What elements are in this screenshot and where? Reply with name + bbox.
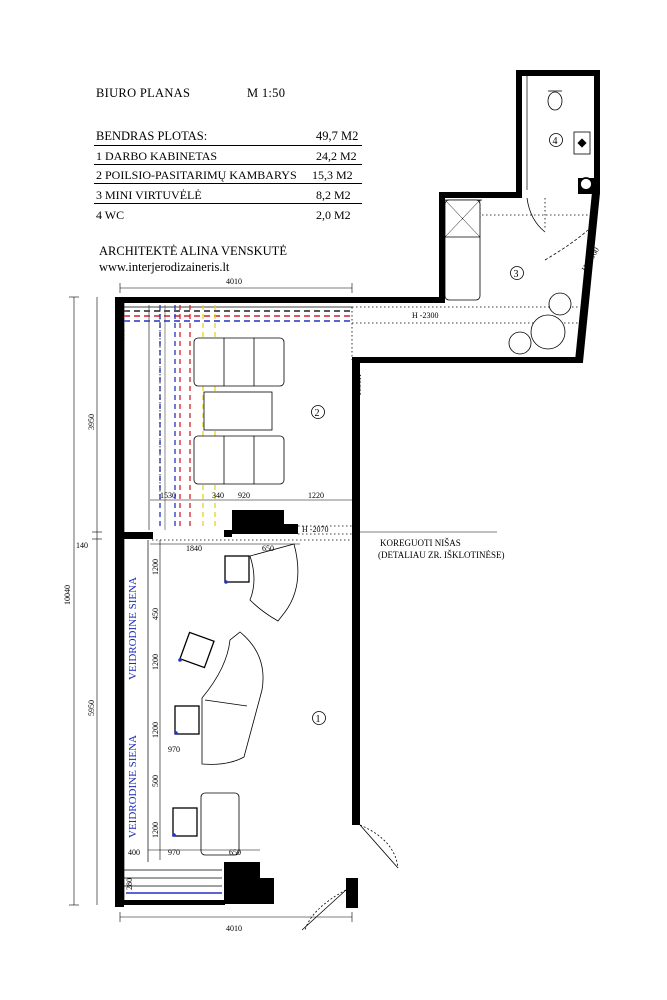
plan-scale: M 1:50 [247, 86, 286, 100]
area-row-name-2: 2 POILSIO-PASITARIMŲ KAMBARYS [96, 168, 297, 182]
area-row-value-2: 15,3 M2 [312, 168, 353, 182]
wall-partition-stub [224, 530, 232, 537]
walls [115, 70, 600, 908]
dim-col-4: 1200 [151, 722, 160, 738]
height-2300: H -2300 [412, 311, 439, 320]
area-row-name-1: 1 DARBO KABINETAS [96, 149, 218, 163]
dim-total-height: 10040 [63, 585, 72, 605]
height-2070: H -2070 [302, 525, 329, 534]
dim-970-a: 970 [168, 745, 180, 754]
dim-room2-height: 3950 [87, 414, 96, 430]
dim-desk-1: 1840 [186, 544, 202, 553]
mirror-wall-label-2: VEIDRODINE SIENA [127, 735, 139, 838]
room-number-1: 1 [315, 714, 321, 725]
dim-mid-1: 1530 [160, 491, 176, 500]
dim-desk-2: 650 [262, 544, 274, 553]
plan-title: BIURO PLANAS [96, 86, 191, 100]
height-2060: H -2060 [579, 245, 601, 273]
dim-mid-4: 1220 [308, 491, 324, 500]
room-number-4: 4 [552, 136, 558, 147]
wall-bottom-block [224, 862, 274, 904]
area-row-value-1: 24,2 M2 [316, 149, 357, 163]
dim-col-3: 1200 [151, 654, 160, 670]
dim-bottom-1: 400 [128, 848, 140, 857]
room2-furniture [194, 338, 284, 484]
dim-room1-height: 5950 [87, 700, 96, 716]
dim-280: 280 [125, 878, 134, 890]
dim-mid-2: 340 [212, 491, 224, 500]
wall-wc-left [516, 70, 522, 198]
dim-col-1: 1200 [151, 559, 160, 575]
wall-partition-left [115, 532, 153, 539]
note-line-2: (DETALIAU ZR. IŠKLOTINĖSE) [378, 550, 505, 560]
wall-kitchen-top [439, 192, 521, 198]
mirror-wall-labels [127, 577, 139, 838]
area-row-value-3: 8,2 M2 [316, 188, 351, 202]
architect-name: ARCHITEKTĖ ALINA VENSKUTĖ [99, 244, 287, 258]
wall-top [115, 297, 445, 303]
wall-left [115, 297, 124, 907]
area-row-value-4: 2,0 M2 [316, 208, 351, 222]
entrance-door [302, 825, 398, 930]
niche-note [378, 538, 505, 560]
total-area-label: BENDRAS PLOTAS: [96, 129, 208, 143]
mirror-wall-label-1: VEIDRODINE SIENA [127, 577, 139, 680]
wall-kitchen-bottom [358, 357, 583, 363]
dim-col-2: 450 [151, 608, 160, 620]
area-row-name-4: 4 WC [96, 208, 125, 222]
room-number-2: 2 [314, 408, 320, 419]
dim-col-5: 500 [151, 775, 160, 787]
total-area-value: 49,7 M2 [316, 129, 359, 143]
dim-bottom-2: 650 [229, 848, 241, 857]
dim-top: 4010 [226, 277, 242, 286]
dim-970-b: 970 [168, 848, 180, 857]
room-markers [312, 134, 563, 726]
wall-kitchen-left [439, 192, 445, 303]
room-number-3: 3 [513, 269, 519, 280]
wall-wc-right [594, 70, 600, 182]
note-line-1: KOREGUOTI NIŠAS [380, 538, 461, 548]
area-row-name-3: 3 MINI VIRTUVĖLĖ [96, 188, 202, 202]
wall-kitchen-right [575, 192, 600, 362]
wall-partition-block [232, 510, 298, 534]
wall-bottom-sill [115, 900, 225, 905]
wall-right-pier [346, 878, 358, 908]
dim-wall: 140 [76, 541, 88, 550]
dim-col-6: 1200 [151, 822, 160, 838]
website-link[interactable]: www.interjerodizaineris.lt [99, 260, 230, 274]
wall-wc-top [516, 70, 600, 76]
room1-furniture [173, 544, 298, 855]
dim-bottom: 4010 [226, 924, 242, 933]
height-beam: 1050H [354, 374, 363, 396]
dim-mid-3: 920 [238, 491, 250, 500]
wall-right [352, 357, 360, 825]
